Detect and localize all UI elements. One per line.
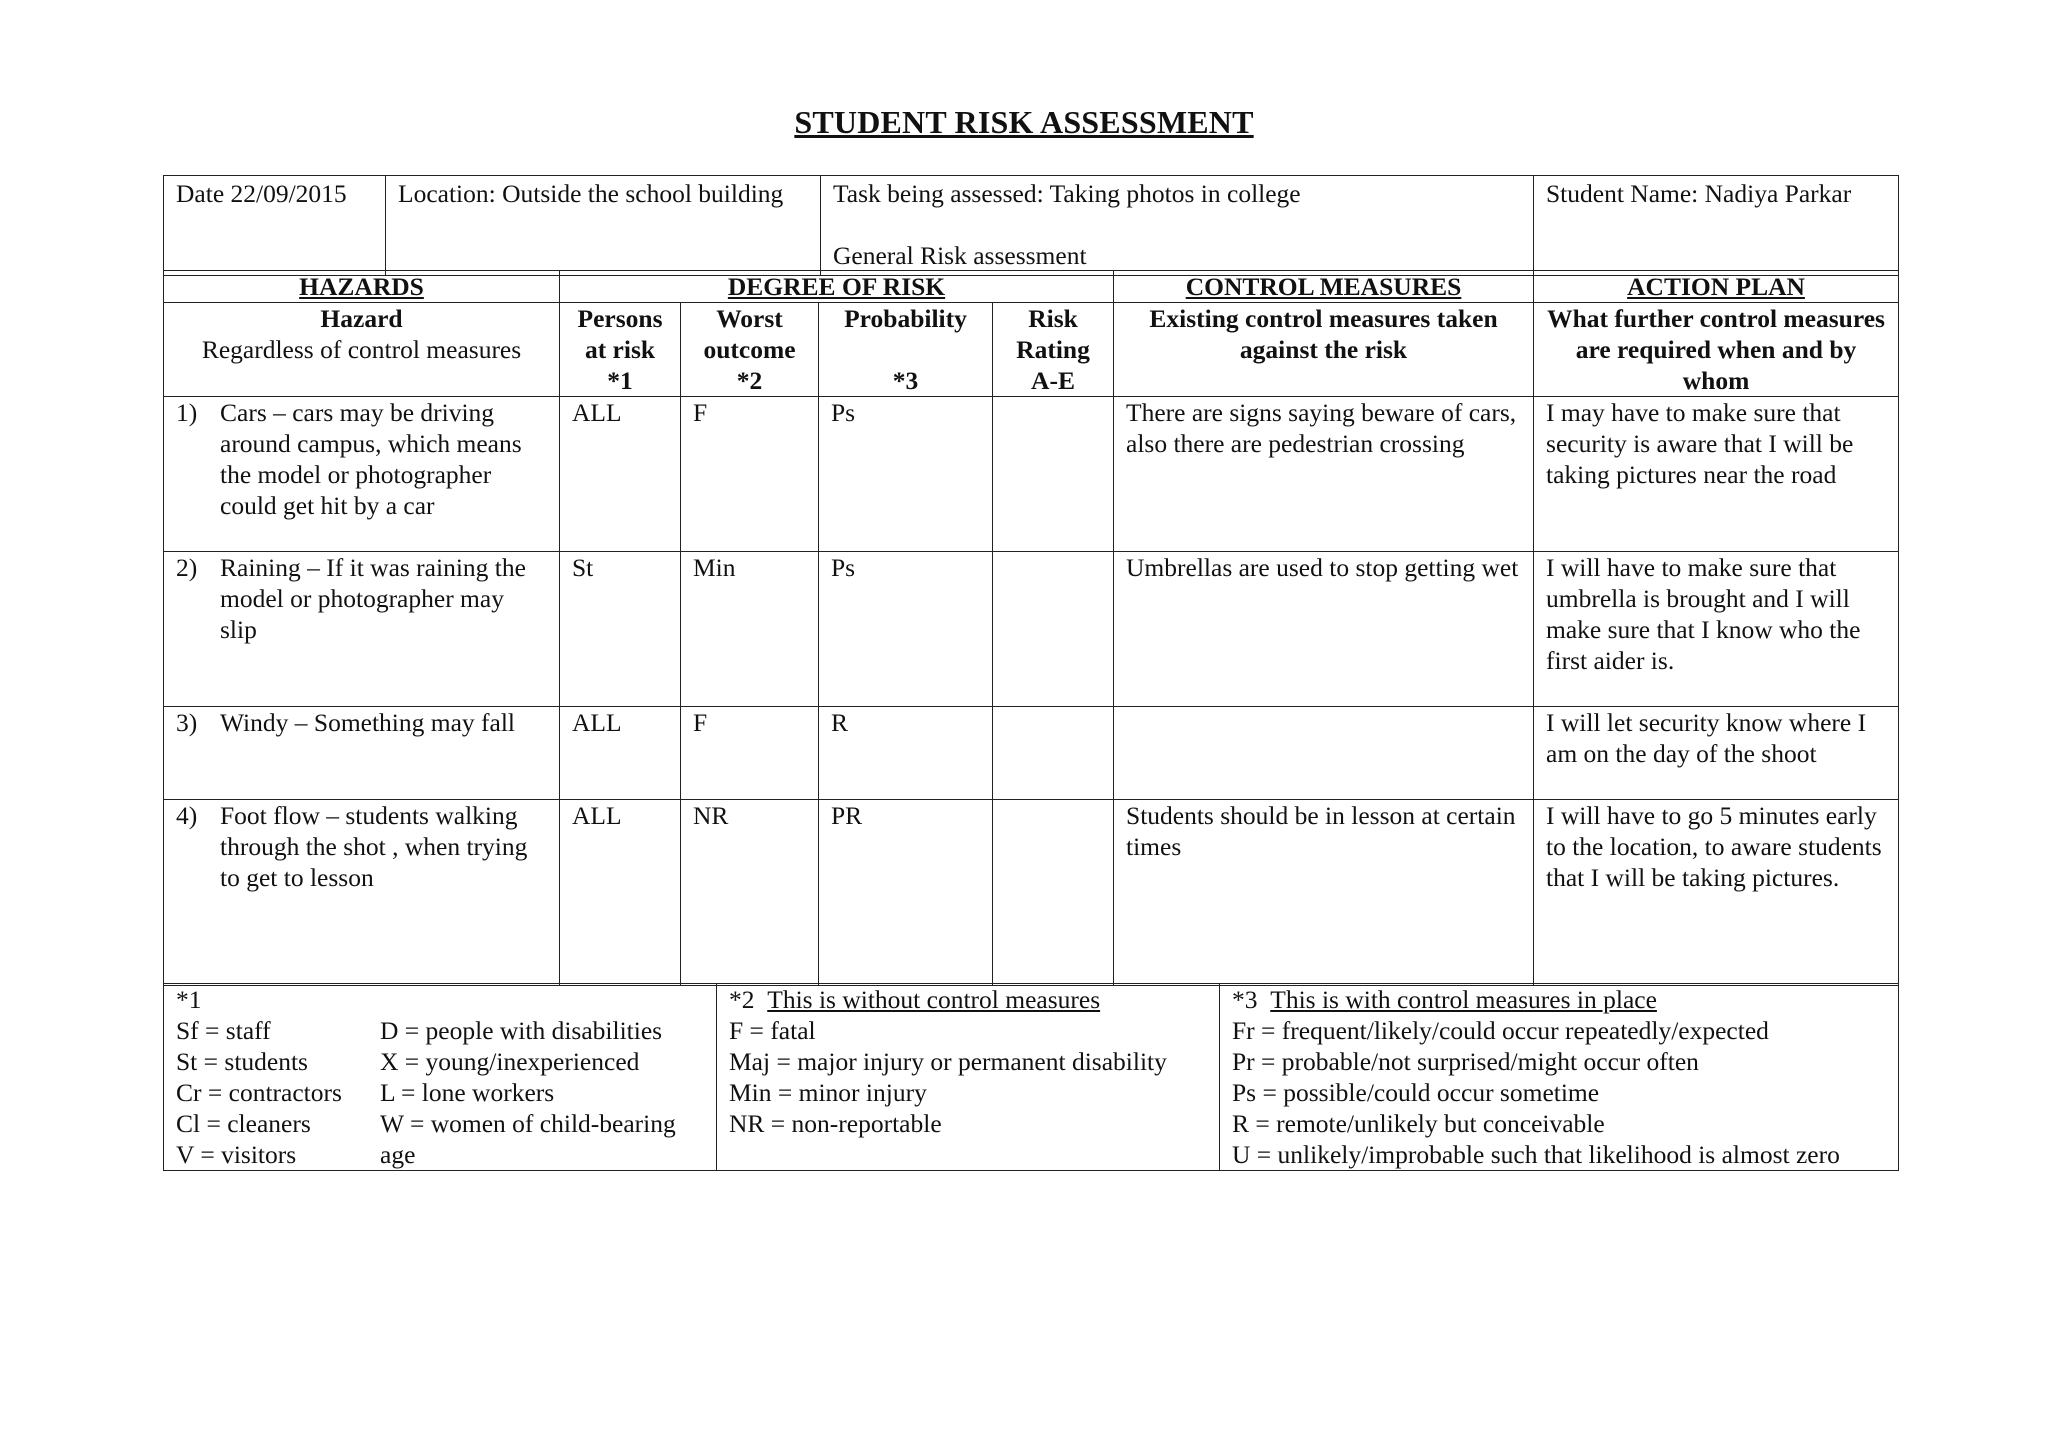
- persons-cell: ALL: [560, 800, 681, 986]
- key-outcome-heading: This is without control measures: [767, 985, 1101, 1014]
- hazard-text: Cars – cars may be driving around campus, which means the model or photographer could get hit by a car: [220, 398, 522, 520]
- section-control-measures: CONTROL MEASURES: [1114, 271, 1534, 303]
- hazard-number: 4): [176, 801, 198, 830]
- hazard-number: 3): [176, 708, 198, 737]
- outcome-cell: F: [681, 707, 819, 800]
- hazard-cell: [164, 397, 560, 552]
- control-cell: [1114, 707, 1534, 800]
- col-hazard-sub: Regardless of control measures: [201, 335, 522, 364]
- key-code: R = remote/unlikely but conceivable: [1232, 1109, 1605, 1138]
- col-further: [1534, 303, 1899, 397]
- col-prob-l3: *3: [892, 366, 919, 395]
- location-cell: [386, 176, 821, 276]
- hazard-text: Raining – If it was raining the model or photographer may slip: [220, 553, 526, 644]
- general-assessment-text: General Risk assessment: [833, 241, 1087, 270]
- key-persons-title: *1: [176, 985, 202, 1014]
- section-degree-of-risk: DEGREE OF RISK: [560, 271, 1114, 303]
- key-outcome-title: [729, 984, 1207, 1015]
- key-code: D = people with disabilities: [380, 1016, 663, 1045]
- col-rating-l3: A-E: [1031, 366, 1075, 395]
- hazard-number: 1): [176, 398, 198, 427]
- task-cell: [821, 176, 1534, 276]
- page-title: STUDENT RISK ASSESSMENT: [794, 104, 1254, 140]
- hazard-text: Windy – Something may fall: [220, 708, 516, 737]
- task-text: Task being assessed: Taking photos in college: [833, 179, 1301, 208]
- key-outcome-prefix: *2: [729, 985, 755, 1014]
- hazard-cell: [164, 707, 560, 800]
- outcome-cell: F: [681, 397, 819, 552]
- hazard-cell: [164, 552, 560, 707]
- header-table: [163, 175, 1899, 276]
- key-code: Maj = major injury or permanent disability: [729, 1047, 1167, 1076]
- col-worst-l3: *2: [736, 366, 763, 395]
- key-outcome-cell: [717, 984, 1220, 1171]
- outcome-cell: NR: [681, 800, 819, 986]
- key-code: Sf = staff: [176, 1016, 271, 1045]
- location-text: Location: Outside the school building: [398, 179, 784, 208]
- student-cell: [1534, 176, 1899, 276]
- key-code: Pr = probable/not surprised/might occur often: [1232, 1047, 1699, 1076]
- col-persons: [560, 303, 681, 397]
- control-cell: There are signs saying beware of cars, also there are pedestrian crossing: [1114, 397, 1534, 552]
- key-code: Ps = possible/could occur sometime: [1232, 1078, 1600, 1107]
- col-prob-spacer: [825, 334, 986, 365]
- key-code: W = women of child-bearing: [380, 1109, 676, 1138]
- col-rating: [993, 303, 1114, 397]
- hazard-number: 2): [176, 553, 198, 582]
- key-code: Cl = cleaners: [176, 1109, 311, 1138]
- col-worst-l2: outcome: [703, 335, 796, 364]
- key-table: [163, 983, 1899, 1171]
- rating-cell: [993, 800, 1114, 986]
- persons-cell: St: [560, 552, 681, 707]
- action-cell: I will let security know where I am on the day of the shoot: [1534, 707, 1899, 800]
- section-action-plan: ACTION PLAN: [1534, 271, 1899, 303]
- col-probability: [819, 303, 993, 397]
- key-code: X = young/inexperienced: [380, 1047, 640, 1076]
- probability-cell: R: [819, 707, 993, 800]
- key-code: L = lone workers: [380, 1078, 555, 1107]
- hazard-cell: [164, 800, 560, 986]
- col-prob-l1: Probability: [844, 304, 967, 333]
- rating-cell: [993, 707, 1114, 800]
- key-probability-heading: This is with control measures in place: [1270, 985, 1657, 1014]
- key-probability-title: [1232, 984, 1886, 1015]
- col-persons-l2: at risk: [584, 335, 656, 364]
- key-code: Fr = frequent/likely/could occur repeatedly/expected: [1232, 1016, 1769, 1045]
- date-cell: [164, 176, 386, 276]
- probability-cell: Ps: [819, 397, 993, 552]
- outcome-cell: Min: [681, 552, 819, 707]
- col-further-text: What further control measures are required when and by whom: [1547, 304, 1885, 395]
- key-code: U = unlikely/improbable such that likelihood is almost zero: [1232, 1140, 1840, 1169]
- key-code: Min = minor injury: [729, 1078, 927, 1107]
- action-cell: I may have to make sure that security is aware that I will be taking pictures near the road: [1534, 397, 1899, 552]
- persons-cell: ALL: [560, 397, 681, 552]
- col-worst: [681, 303, 819, 397]
- risk-table: [163, 270, 1899, 986]
- col-existing: [1114, 303, 1534, 397]
- col-rating-l2: Rating: [1016, 335, 1090, 364]
- rating-cell: [993, 552, 1114, 707]
- col-existing-text: Existing control measures taken against the risk: [1149, 304, 1498, 364]
- action-cell: I will have to make sure that umbrella is brought and I will make sure that I know who the first aider is.: [1534, 552, 1899, 707]
- hazard-row: [164, 397, 1899, 552]
- key-persons-grid: [176, 1015, 704, 1170]
- hazard-row: [164, 552, 1899, 707]
- key-probability-cell: [1220, 984, 1899, 1171]
- spacer: [833, 209, 1521, 240]
- column-header-row: [164, 303, 1899, 397]
- key-code: NR = non-reportable: [729, 1109, 942, 1138]
- persons-cell: ALL: [560, 707, 681, 800]
- student-name-text: Student Name: Nadiya Parkar: [1546, 179, 1852, 208]
- col-rating-l1: Risk: [1028, 304, 1078, 333]
- rating-cell: [993, 397, 1114, 552]
- key-code: V = visitors: [176, 1140, 297, 1169]
- key-code: age: [380, 1140, 416, 1169]
- action-cell: I will have to go 5 minutes early to the location, to aware students that I will be taking pictures.: [1534, 800, 1899, 986]
- key-code: Cr = contractors: [176, 1078, 342, 1107]
- col-hazard: [164, 303, 560, 397]
- hazard-row: [164, 707, 1899, 800]
- section-header-row: [164, 271, 1899, 303]
- hazard-text: Foot flow – students walking through the shot , when trying to get to lesson: [220, 801, 528, 892]
- key-code: F = fatal: [729, 1016, 816, 1045]
- key-persons-cell: [164, 984, 717, 1171]
- date-text: Date 22/09/2015: [176, 179, 347, 208]
- hazard-row: [164, 800, 1899, 986]
- col-persons-l3: *1: [607, 366, 633, 395]
- section-hazards: HAZARDS: [164, 271, 560, 303]
- col-persons-l1: Persons: [577, 304, 663, 333]
- key-code: St = students: [176, 1047, 308, 1076]
- probability-cell: Ps: [819, 552, 993, 707]
- key-probability-prefix: *3: [1232, 985, 1258, 1014]
- col-worst-l1: Worst: [716, 304, 783, 333]
- col-hazard-title: Hazard: [320, 304, 403, 333]
- probability-cell: PR: [819, 800, 993, 986]
- control-cell: Students should be in lesson at certain times: [1114, 800, 1534, 986]
- control-cell: Umbrellas are used to stop getting wet: [1114, 552, 1534, 707]
